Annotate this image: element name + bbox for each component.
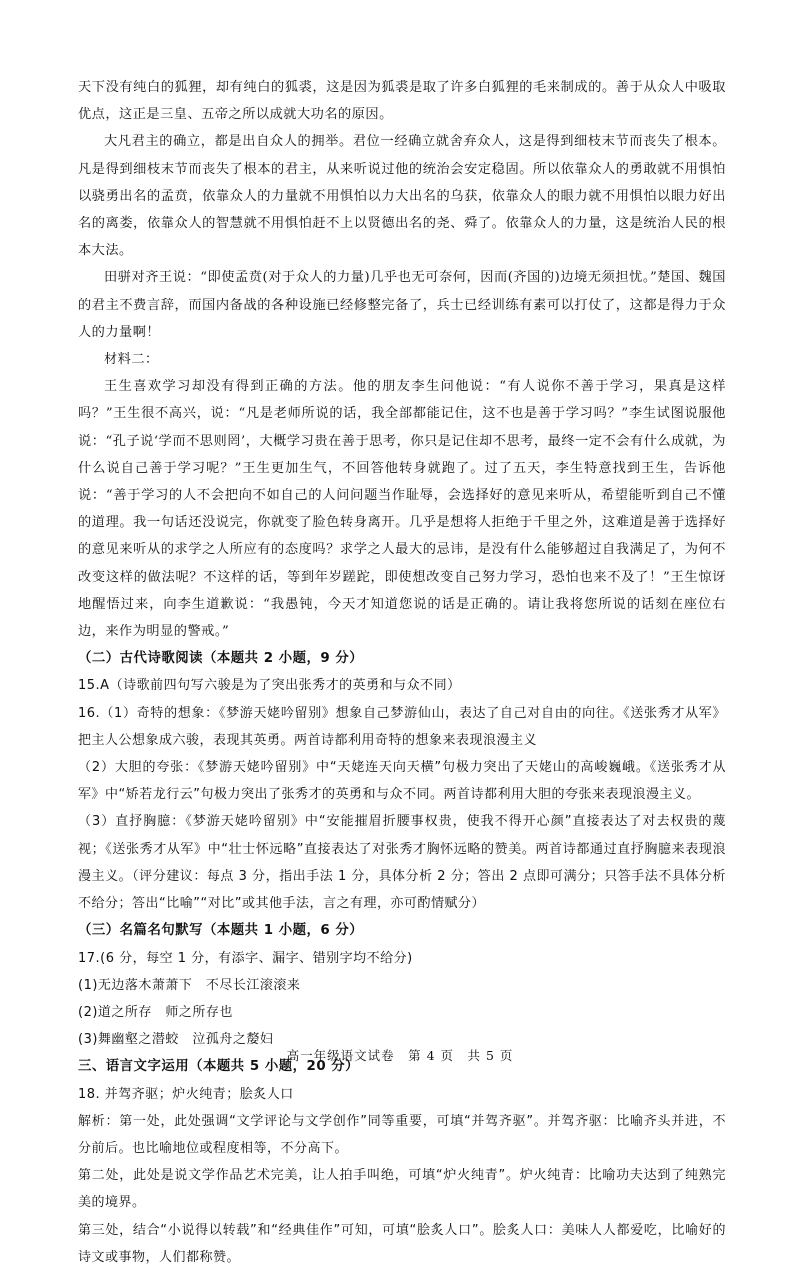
- answer-q17-line2: (2)道之所存 师之所存也: [78, 1004, 233, 1020]
- page-footer: 高一年级语文试卷 第 4 页 共 5 页: [286, 1048, 514, 1063]
- answer-q16-part2: （2）大胆的夸张：《梦游天姥吟留别》中“天姥连天向天横”句极力突出了天姥山的高峻巍峨。《送张秀才从军》中“矫若龙行云”句极力突出了张秀才的英勇和与众不同。两首诗都利用大胆的夸张来表现浪漫主义。: [78, 760, 726, 803]
- answer-q16-part1: 16.（1）奇特的想象：《梦游天姥吟留别》想象自己梦游仙山，表达了自己对自由的向往。《送张秀才从军》把主人公想象成六骏，表现其英勇。两首诗都利用奇特的想象来表现浪漫主义: [78, 705, 726, 748]
- answer-q16-part3: （3）直抒胸臆：《梦游天姥吟留别》中“安能摧眉折腰事权贵，使我不得开心颜”直接表达了对去权贵的蔑视；《送张秀才从军》中“壮士怀远略”直接表达了对张秀才胸怀远略的赞美。两首诗都通过直抒胸臆来表现浪漫主义。（评分建议：每点 3 分，指出手法 1 分，具体分析 2 分；答出 2 点即可满分；只答手法不具体分析不给分；答出“比喻”“对比”或其他手法，言之有理，亦可酌情赋分）: [78, 814, 726, 912]
- q18-explanation-3: 第三处，结合“小说得以转载”和“经典佳作”可知，可填“脍炙人口”。脍炙人口：美味人人都爱吃，比喻好的诗文或事物，人们都称赞。: [78, 1222, 726, 1265]
- answer-q18: 18. 并驾齐驱；炉火纯青；脍炙人口: [78, 1086, 294, 1102]
- answer-q17-line1: (1)无边落木萧萧下 不尽长江滚滚来: [78, 977, 301, 993]
- q18-explanation-2: 第二处，此处是说文学作品艺术完美，让人拍手叫绝，可填“炉火纯青”。炉火纯青：比喻功夫达到了纯熟完美的境界。: [78, 1168, 726, 1211]
- answer-q15: 15.A（诗歌前四句写六骏是为了突出张秀才的英勇和与众不同）: [78, 678, 461, 694]
- answer-q17-line3: (3)舞幽壑之潜蛟 泣孤舟之嫠妇: [78, 1032, 274, 1048]
- section2-heading: （二）古代诗歌阅读（本题共 2 小题，9 分）: [78, 651, 364, 667]
- material1-paragraph-2: 大凡君主的确立，都是出自众人的拥举。君位一经确立就舍弃众人，这是得到细枝末节而丧失了根本。凡是得到细枝末节而丧失了根本的君主，从来听说过他的统治会安定稳固。所以依靠众人的勇敢就不用惧怕以骁勇出名的孟贲，依靠众人的力量就不用惧怕以力大出名的乌获，依靠众人的眼力就不用惧怕以眼力好出名的离娄，依靠众人的智慧就不用惧怕赶不上以贤德出名的尧、舜了。依靠众人的力量，这是统治人民的根本大法。: [78, 134, 726, 259]
- q18-explanation-1: 解析：第一处，此处强调“文学评论与文学创作”同等重要，可填“并驾齐驱”。并驾齐驱：比喻齐头并进，不分前后。也比喻地位或程度相等，不分高下。: [78, 1113, 726, 1156]
- material2-title: 材料二：: [104, 352, 159, 368]
- section3-heading: （三）名篇名句默写（本题共 1 小题，6 分）: [78, 923, 364, 939]
- answer-q17: 17.(6 分，每空 1 分，有添字、漏字、错别字均不给分): [78, 950, 413, 966]
- material1-paragraph-1: 天下没有纯白的狐狸，却有纯白的狐裘，这是因为狐裘是取了许多白狐狸的毛来制成的。善于从众人中吸取优点，这正是三皇、五帝之所以成就大功名的原因。: [78, 80, 726, 123]
- language-section-heading: 三、语言文字运用（本题共 5 小题，20 分）: [78, 1059, 360, 1075]
- exam-page-content: [78, 74, 726, 1271]
- material2-paragraph: 王生喜欢学习却没有得到正确的方法。他的朋友李生问他说：“有人说你不善于学习，果真是这样吗？”王生很不高兴，说：“凡是老师所说的话，我全部都能记住，这不也是善于学习吗？”李生试图说服他说：“孔子说‘学而不思则罔’，大概学习贵在善于思考，你只是记住却不思考，最终一定不会有什么成就，为什么说自己善于学习呢？”王生更加生气，不回答他转身就跑了。过了五天，李生特意找到王生，告诉他说：“善于学习的人不会把向不如自己的人问问题当作耻辱，会选择好的意见来听从，希望能听到自己不懂的道理。我一句话还没说完，你就变了脸色转身离开。几乎是想将人拒绝于千里之外，这难道是善于选择好的意见来听从的求学之人所应有的态度吗？求学之人最大的忌讳，是没有什么能够超过自我满足了，为何不改变这样的做法呢？不这样的话，等到年岁蹉跎，即使想改变自己努力学习，恐怕也来不及了！”王生惊讶地醒悟过来，向李生道歉说：“我愚钝，今天才知道您说的话是正确的。请让我将您所说的话刻在座位右边，来作为明显的警戒。”: [78, 379, 726, 640]
- material1-paragraph-3: 田骈对齐王说：“即使孟贲(对于众人的力量)几乎也无可奈何，因而(齐国的)边境无须担忧。”楚国、魏国的君主不费言辞，而国内备战的各种设施已经修整完备了，兵士已经训练有素可以打仗了，这都是得力于众人的力量啊！: [78, 270, 726, 340]
